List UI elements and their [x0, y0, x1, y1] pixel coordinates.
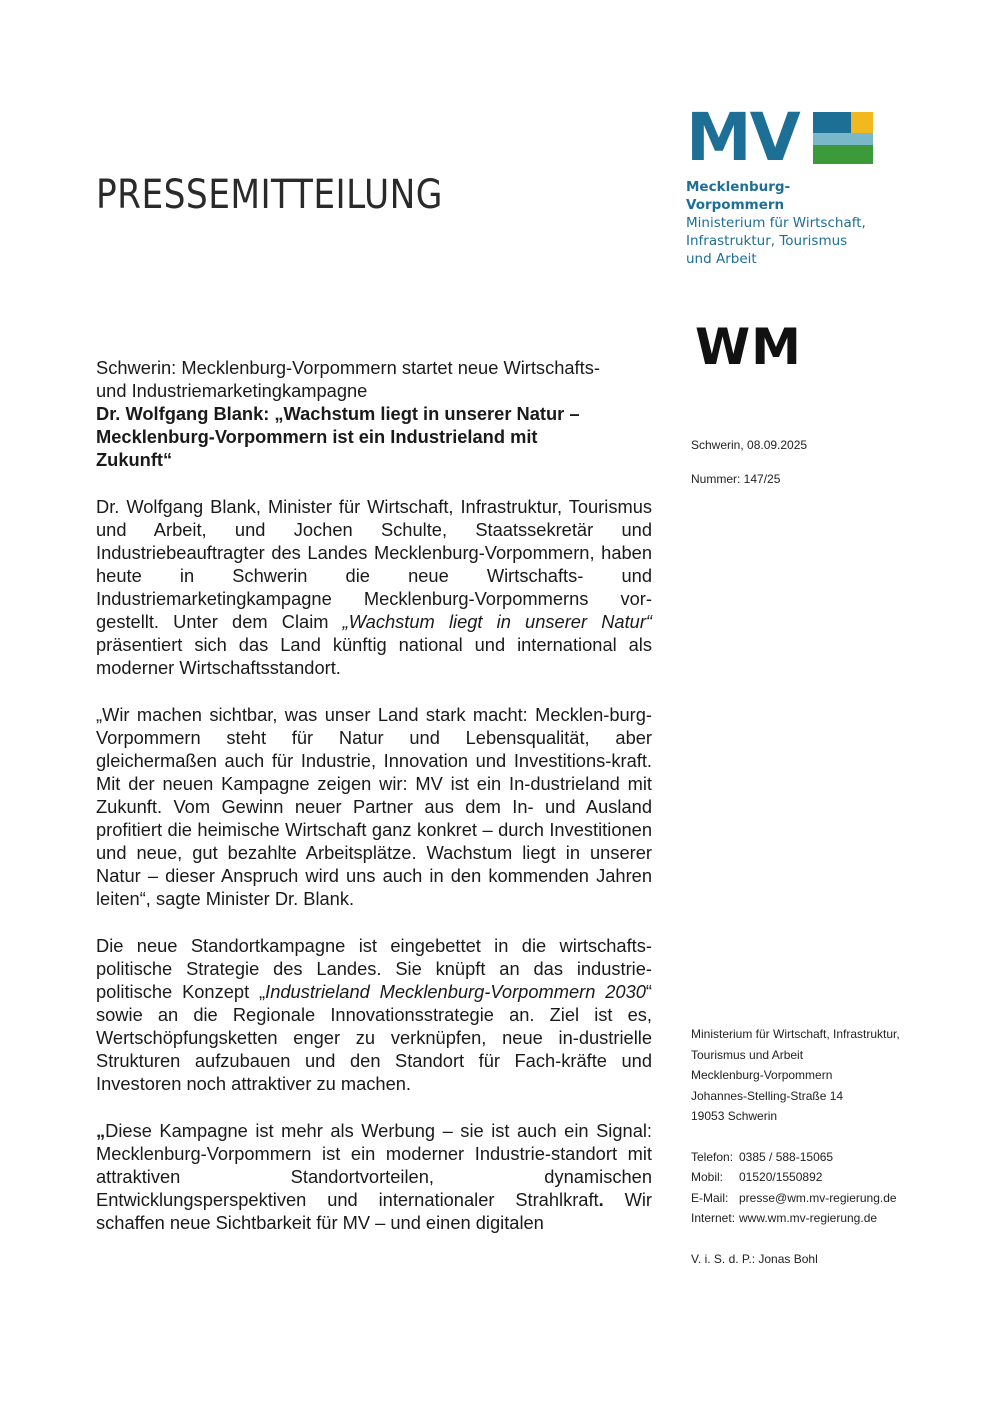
- contact-street: Johannes-Stelling-Straße 14: [691, 1088, 844, 1103]
- article-body: [96, 356, 652, 1234]
- contact-website[interactable]: Internet: www.wm.mv-regierung.de: [691, 1211, 878, 1225]
- contact-email[interactable]: E-Mail: presse@wm.mv-regierung.de: [691, 1190, 897, 1205]
- contact-mobile: Mobil: 01520/1550892: [691, 1170, 823, 1184]
- contact-org: Ministerium für Wirtschaft, Infrastruktur,: [691, 1027, 900, 1041]
- paragraph-1: Dr. Wolfgang Blank, Minister für Wirtschaft, Infrastruktur, Tourismus und Arbeit, und Jochen Schulte, Staatssekretär und Industriebeauftragter des Landes Mecklenburg-Vorpommern, haben heute in Schwerin die neue Wirtschafts- und Industriemarketingkampagne Mecklenburg-Vorpommerns vor-gestellt. Unter dem Claim „Wachstum liegt in unserer Natur“ präsentiert sich das Land künftig national und international als moderner Wirtschaftsstandort.: [96, 496, 652, 678]
- contact-block: [691, 1024, 900, 1269]
- logo-letters: MV: [686, 99, 799, 176]
- flag-icon: [813, 112, 873, 164]
- logo-line: Mecklenburg-Vorpommern: [686, 179, 791, 213]
- subheadline: Schwerin: Mecklenburg-Vorpommern startet neue Wirtschafts-: [96, 357, 600, 378]
- contact-org: Mecklenburg-Vorpommern: [691, 1068, 833, 1082]
- place-date: Schwerin, 08.09.2025: [691, 438, 808, 452]
- headline: Zukunft“: [96, 449, 173, 470]
- subheadline: und Industriemarketingkampagne: [96, 380, 368, 401]
- headline: Dr. Wolfgang Blank: „Wachstum liegt in unserer Natur –: [96, 403, 580, 424]
- contact-city: 19053 Schwerin: [691, 1109, 778, 1123]
- responsible-person: V. i. S. d. P.: Jonas Bohl: [691, 1251, 818, 1266]
- page-title: PRESSEMITTEILUNG: [96, 172, 443, 218]
- headline: Mecklenburg-Vorpommern ist ein Industrieland mit: [96, 426, 538, 447]
- logo-line: Infrastruktur, Tourismus: [686, 233, 848, 249]
- ministry-logo: [686, 99, 886, 268]
- paragraph-3: Die neue Standortkampagne ist eingebettet in die wirtschafts-politische Strategie des Landes. Sie knüpft an das industrie-politische Konzept „Industrieland Mecklenburg-Vorpommern 2030“ sowie an die Regionale Innovationsstrategie an. Ziel ist es, Wertschöpfungsketten enger zu verknüpfen, neue in-dustrielle Strukturen aufzubauen und den Standort für Fach-kräfte und Investoren noch attraktiver zu machen.: [96, 935, 652, 1094]
- logo-line: Ministerium für Wirtschaft,: [686, 215, 866, 231]
- release-number: Nummer: 147/25: [691, 472, 781, 486]
- paragraph-2: „Wir machen sichtbar, was unser Land stark macht: Mecklen-burg-Vorpommern steht für Natur und Lebensqualität, aber gleichermaßen auch für Industrie, Innovation und Investitions-kraft. Mit der neuen Kampagne zeigen wir: MV ist ein In-dustrieland mit Zukunft. Vom Gewinn neuer Partner aus dem In- und Ausland profitiert die heimische Wirtschaft ganz konkret – durch Investitionen und neue, gut bezahlte Arbeitsplätze. Wachstum liegt in unserer Natur – dieser Anspruch wird uns auch in den kommenden Jahren leiten“, sagte Minister Dr. Blank.: [96, 704, 652, 909]
- logo-text: [686, 178, 886, 268]
- headline-block: [96, 356, 652, 471]
- department-code: WM: [695, 318, 802, 376]
- contact-phone: Telefon: 0385 / 588-15065: [691, 1149, 834, 1164]
- paragraph-4: „Diese Kampagne ist mehr als Werbung – sie ist auch ein Signal: Mecklenburg-Vorpommern ist ein moderner Industrie-standort mit attraktiven Standortvorteilen, dynamischen Entwicklungsperspektiven und internationaler Strahlkraft. Wir schaffen neue Sichtbarkeit für MV – und einen digitalen: [96, 1120, 652, 1233]
- logo-line: und Arbeit: [686, 251, 757, 267]
- contact-org: Tourismus und Arbeit: [691, 1047, 804, 1062]
